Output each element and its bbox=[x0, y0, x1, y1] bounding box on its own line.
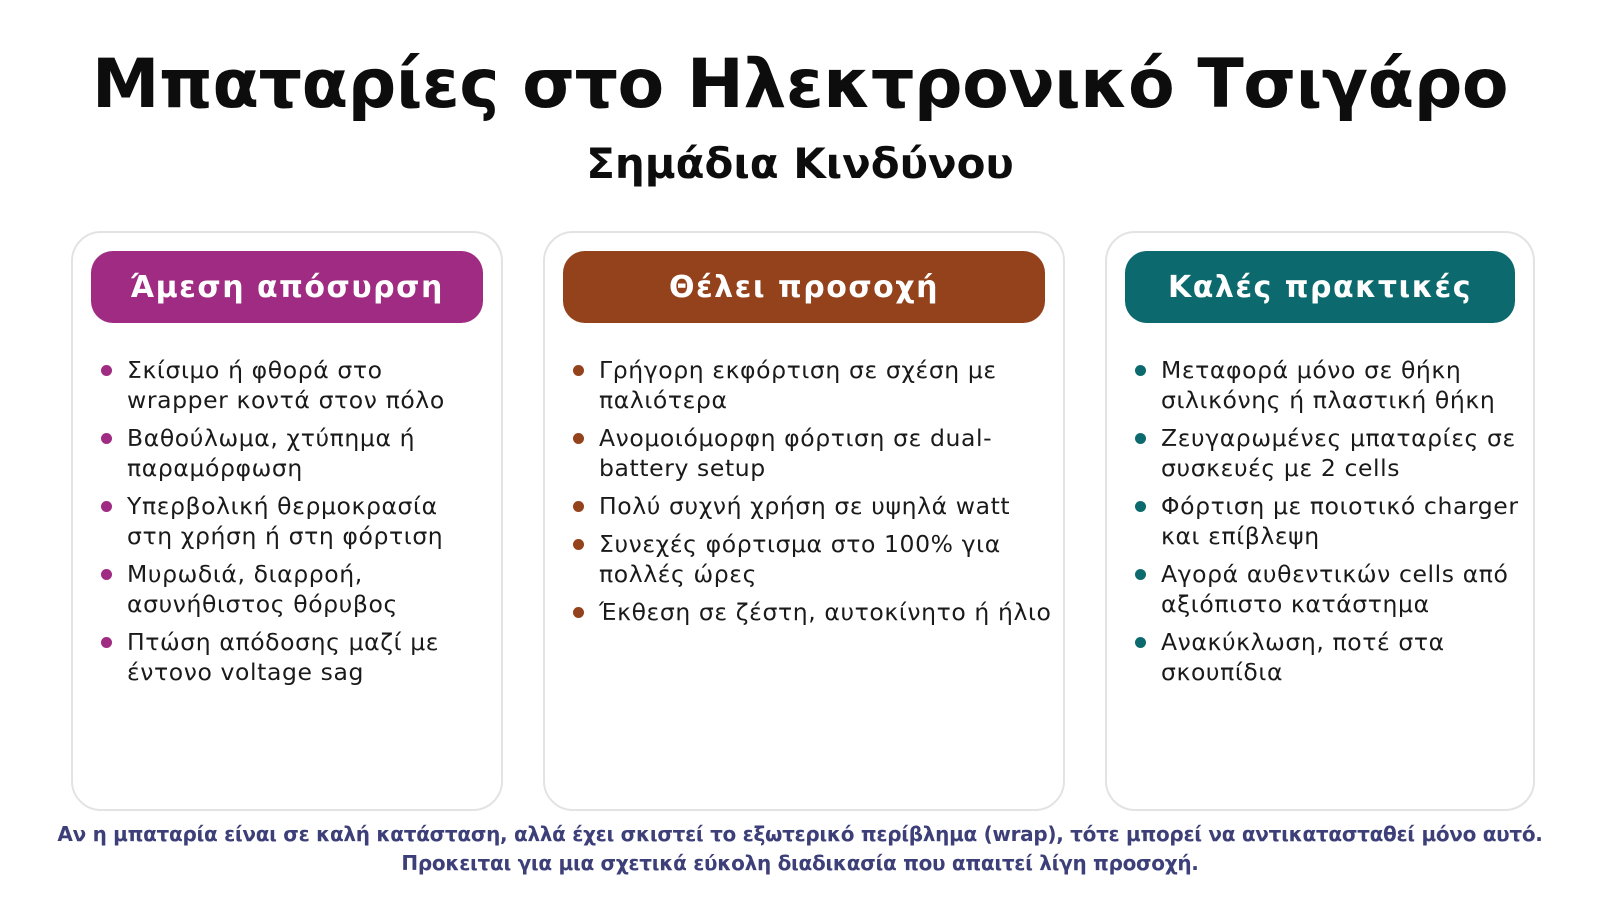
list-item bbox=[1135, 627, 1523, 687]
footer-line-1: Αν η μπαταρία είναι σε καλή κατάσταση, αλλά έχει σκιστεί το εξωτερικό περίβλημα (wrap), τότε μπορεί να αντικατασταθεί μόνο αυτό. bbox=[57, 822, 1543, 846]
list-item-text: Φόρτιση με ποιοτικό charger και επίβλεψη bbox=[1161, 492, 1519, 550]
card-header: Θέλει προσοχή bbox=[563, 251, 1045, 323]
bullet-dot-icon bbox=[101, 569, 112, 580]
bullet-dot-icon bbox=[1135, 365, 1146, 376]
list-item bbox=[1135, 355, 1523, 415]
list-item-text: Μυρωδιά, διαρροή, ασυνήθιστος θόρυβος bbox=[127, 560, 398, 618]
list-item bbox=[573, 423, 1053, 483]
footer-note bbox=[0, 820, 1600, 878]
card-needs-attention bbox=[543, 231, 1065, 811]
bullet-dot-icon bbox=[1135, 501, 1146, 512]
bullet-dot-icon bbox=[1135, 433, 1146, 444]
bullet-dot-icon bbox=[573, 365, 584, 376]
bullet-dot-icon bbox=[573, 539, 584, 550]
card-header: Άμεση απόσυρση bbox=[91, 251, 483, 323]
card-list bbox=[573, 355, 1053, 635]
card-list bbox=[101, 355, 491, 695]
list-item bbox=[573, 597, 1053, 627]
bullet-dot-icon bbox=[101, 637, 112, 648]
bullet-dot-icon bbox=[573, 501, 584, 512]
list-item bbox=[1135, 559, 1523, 619]
page-title: Μπαταρίες στο Ηλεκτρονικό Τσιγάρο bbox=[91, 45, 1509, 124]
list-item-text: Βαθούλωμα, χτύπημα ή παραμόρφωση bbox=[127, 424, 416, 482]
bullet-dot-icon bbox=[101, 433, 112, 444]
list-item-text: Γρήγορη εκφόρτιση σε σχέση με παλιότερα bbox=[599, 356, 997, 414]
card-list bbox=[1135, 355, 1523, 695]
list-item bbox=[101, 423, 491, 483]
card-immediate-withdrawal bbox=[71, 231, 503, 811]
bullet-dot-icon bbox=[1135, 569, 1146, 580]
list-item bbox=[1135, 491, 1523, 551]
list-item-text: Ανακύκλωση, ποτέ στα σκουπίδια bbox=[1161, 628, 1445, 686]
bullet-dot-icon bbox=[101, 365, 112, 376]
list-item-text: Έκθεση σε ζέστη, αυτοκίνητο ή ήλιο bbox=[599, 598, 1052, 626]
card-header: Καλές πρακτικές bbox=[1125, 251, 1515, 323]
list-item bbox=[573, 491, 1053, 521]
list-item bbox=[101, 627, 491, 687]
list-item bbox=[101, 559, 491, 619]
list-item bbox=[101, 491, 491, 551]
list-item-text: Ανομοιόμορφη φόρτιση σε dual-battery setup bbox=[599, 424, 993, 482]
list-item-text: Πολύ συχνή χρήση σε υψηλά watt bbox=[599, 492, 1011, 520]
list-item bbox=[573, 355, 1053, 415]
list-item bbox=[573, 529, 1053, 589]
list-item bbox=[1135, 423, 1523, 483]
list-item bbox=[101, 355, 491, 415]
list-item-text: Σκίσιμο ή φθορά στο wrapper κοντά στον πόλο bbox=[127, 356, 445, 414]
bullet-dot-icon bbox=[573, 607, 584, 618]
footer-line-2: Προκειται για μια σχετικά εύκολη διαδικασία που απαιτεί λίγη προσοχή. bbox=[401, 851, 1199, 875]
list-item-text: Συνεχές φόρτισμα στο 100% για πολλές ώρες bbox=[599, 530, 1001, 588]
card-good-practices bbox=[1105, 231, 1535, 811]
bullet-dot-icon bbox=[101, 501, 112, 512]
list-item-text: Ζευγαρωμένες μπαταρίες σε συσκευές με 2 cells bbox=[1161, 424, 1516, 482]
list-item-text: Υπερβολική θερμοκρασία στη χρήση ή στη φόρτιση bbox=[127, 492, 444, 550]
list-item-text: Αγορά αυθεντικών cells από αξιόπιστο κατάστημα bbox=[1161, 560, 1509, 618]
page-subtitle: Σημάδια Κινδύνου bbox=[586, 139, 1014, 188]
bullet-dot-icon bbox=[573, 433, 584, 444]
bullet-dot-icon bbox=[1135, 637, 1146, 648]
list-item-text: Μεταφορά μόνο σε θήκη σιλικόνης ή πλαστική θήκη bbox=[1161, 356, 1496, 414]
list-item-text: Πτώση απόδοσης μαζί με έντονο voltage sag bbox=[127, 628, 440, 686]
